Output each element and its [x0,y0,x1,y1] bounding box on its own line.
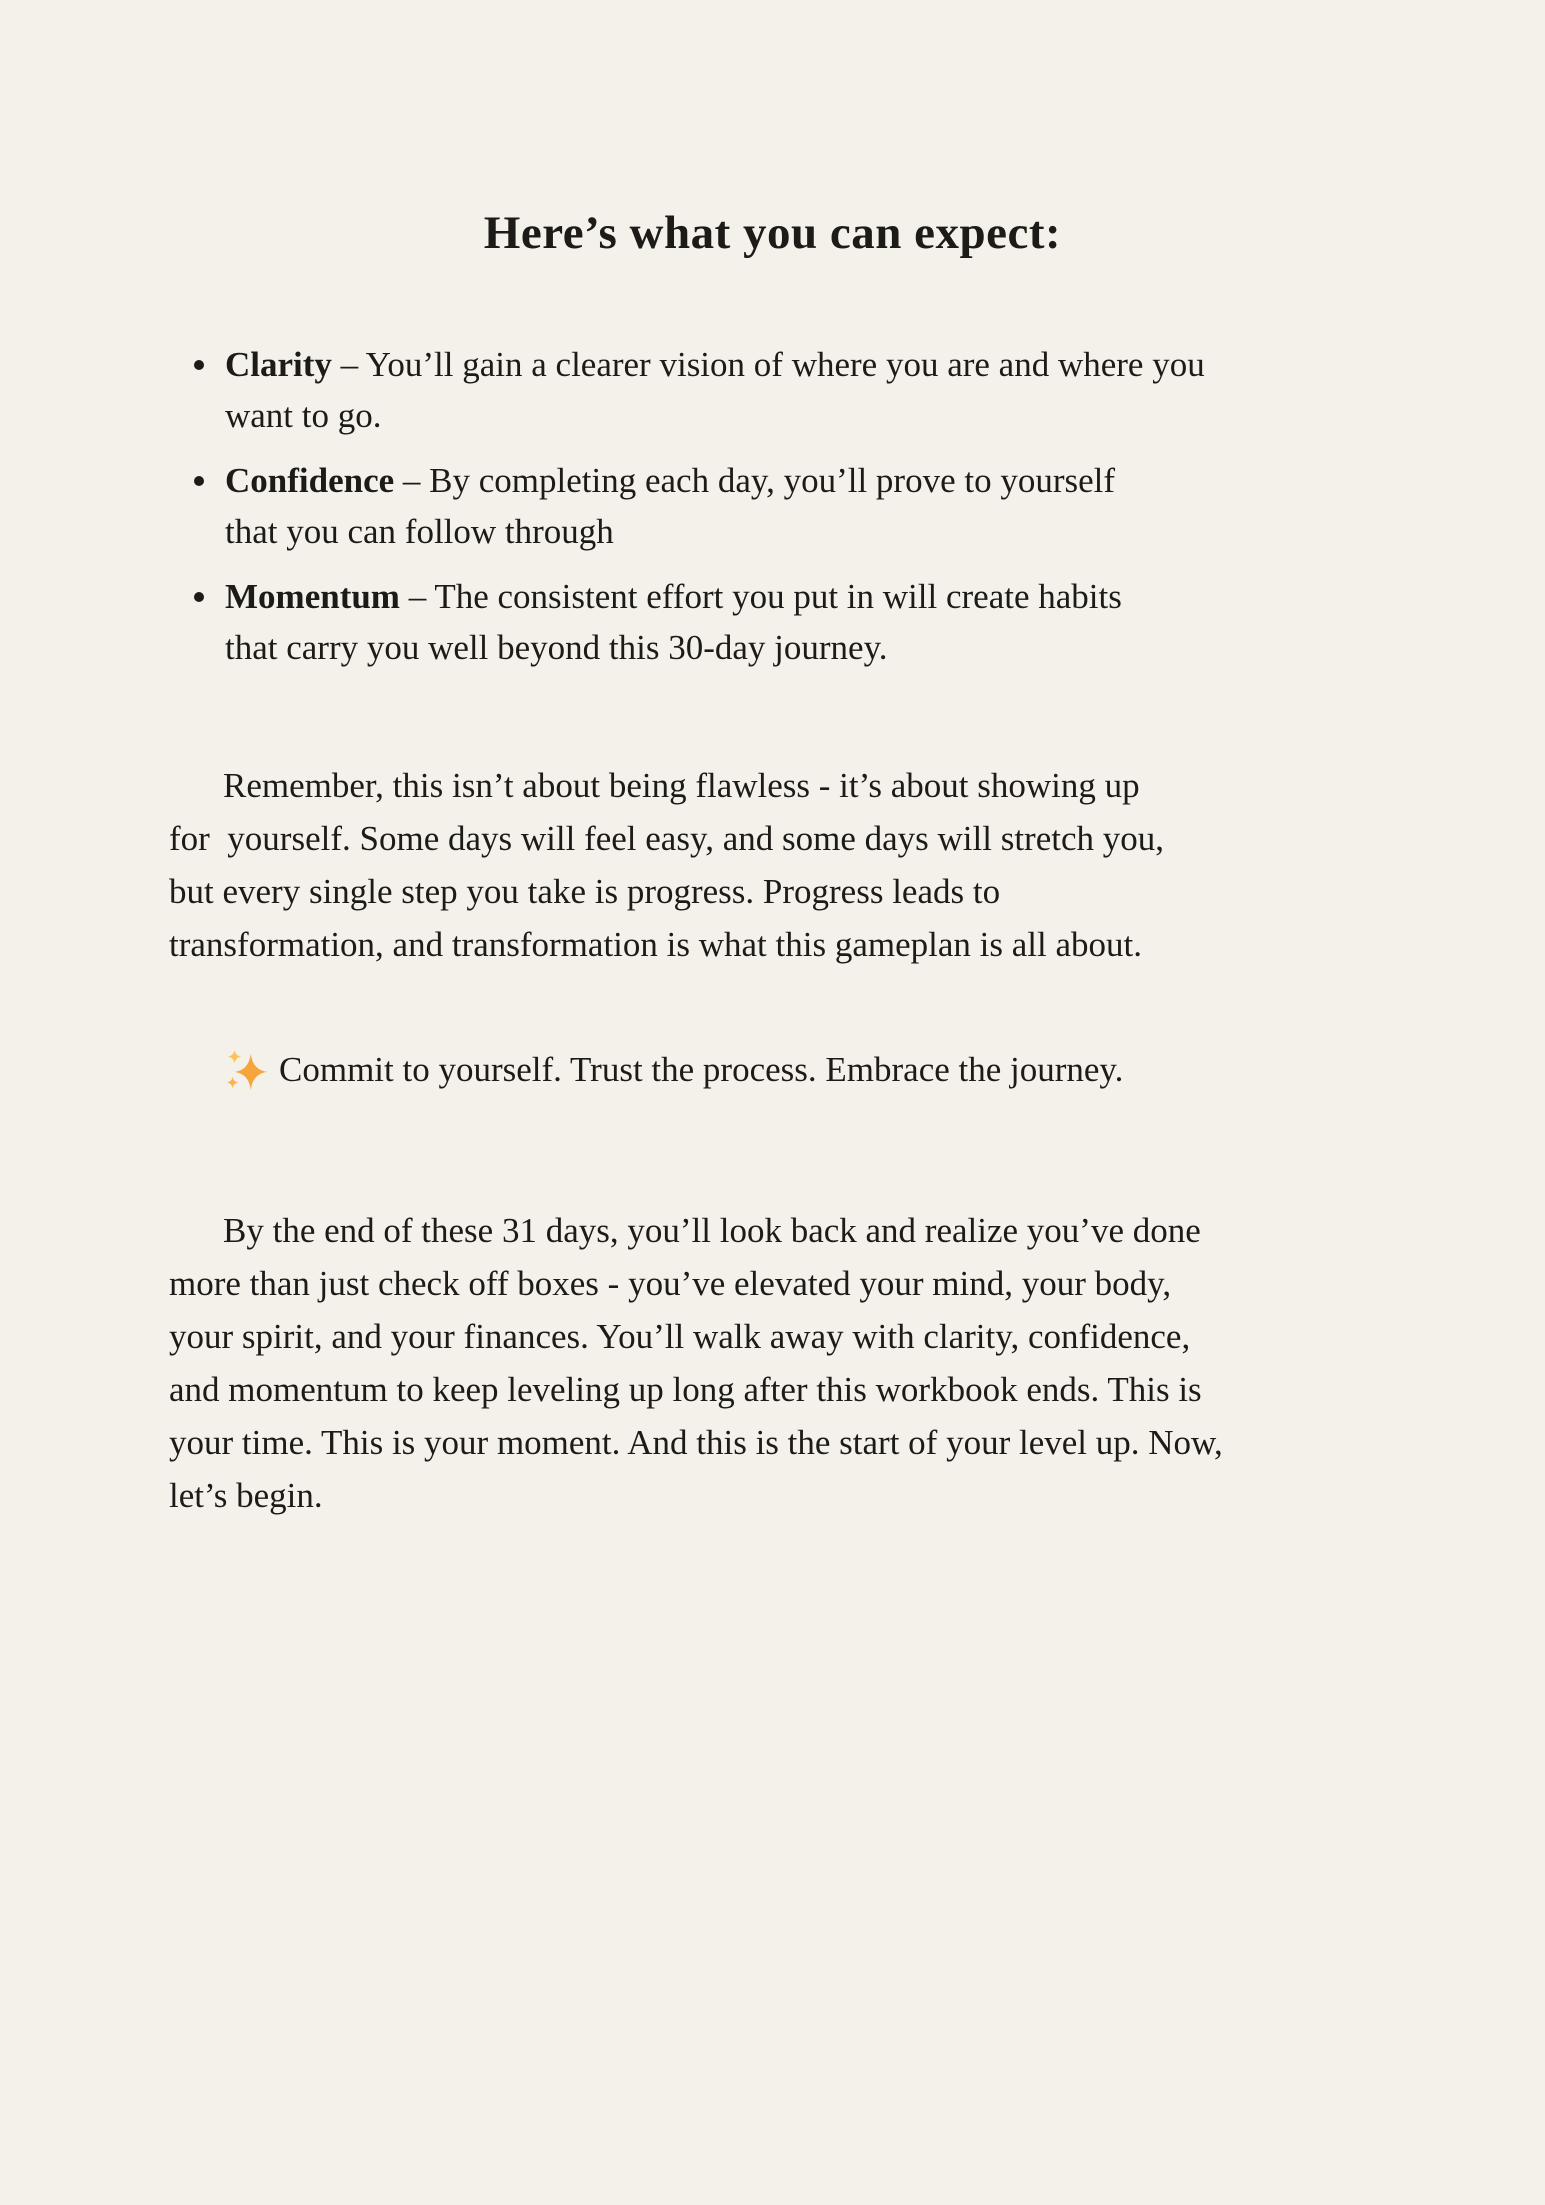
bullet-keyword: Clarity [225,345,332,385]
bullet-text: – The consistent effort you put in will create habits [408,577,1122,617]
commitment-text: Commit to yourself. Trust the process. Embrace the journey. [279,1050,1124,1090]
paragraph-line: but every single step you take is progress. Progress leads to [169,872,1001,912]
paragraph-line: your time. This is your moment. And this is the start of your level up. Now, [169,1423,1223,1463]
bullet-icon [194,360,204,370]
page-title: Here’s what you can expect: [483,207,1062,259]
paragraph-line: let’s begin. [169,1476,323,1516]
bullet-keyword: Confidence [225,461,395,501]
bullet-icon [194,592,204,602]
workbook-page [0,205,1545,2205]
bullet-text: – You’ll gain a clearer vision of where you are and where you [340,345,1205,385]
list-item-confidence [194,455,1545,557]
paragraph-line: and momentum to keep leveling up long after this workbook ends. This is [169,1370,1202,1410]
commitment-line [0,1043,1545,1096]
bullet-icon [194,476,204,486]
expectations-list [0,339,1545,673]
sparkles-icon [223,1047,269,1093]
paragraph-line: more than just check off boxes - you’ve elevated your mind, your body, [169,1264,1172,1304]
paragraph-remember [0,759,1545,971]
paragraph-line: for yourself. Some days will feel easy, and some days will stretch you, [169,819,1165,859]
bullet-text: – By completing each day, you’ll prove to yourself [402,461,1116,501]
paragraph-line: your spirit, and your finances. You’ll walk away with clarity, confidence, [169,1317,1191,1357]
paragraph-line: Remember, this isn’t about being flawless - it’s about showing up [223,766,1140,806]
bullet-keyword: Momentum [225,577,400,617]
list-item-clarity [194,339,1545,441]
bullet-text-line2: that carry you well beyond this 30-day journey. [225,628,888,668]
bullet-text-line2: that you can follow through [225,512,614,552]
paragraph-line: By the end of these 31 days, you’ll look back and realize you’ve done [223,1211,1201,1251]
paragraph-line: transformation, and transformation is what this gameplan is all about. [169,925,1142,965]
bullet-text-line2: want to go. [225,396,382,436]
paragraph-conclusion [0,1204,1545,1522]
list-item-momentum [194,571,1545,673]
